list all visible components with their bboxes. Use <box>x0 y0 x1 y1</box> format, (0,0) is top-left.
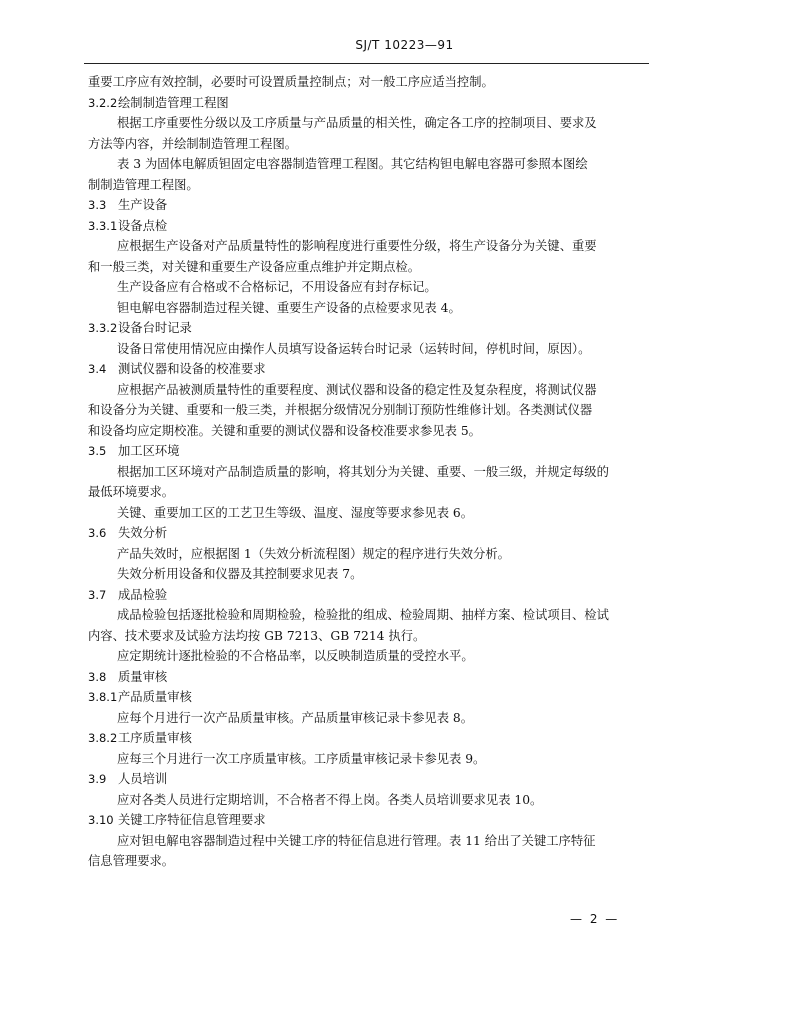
section-number: 3.8 <box>88 669 107 684</box>
paragraph-line: 应根据生产设备对产品质量特性的影响程度进行重要性分级，将生产设备分为关键、重要 <box>117 239 597 253</box>
section-heading <box>88 216 654 237</box>
section-heading <box>88 523 654 544</box>
section-title: 工序质量审核 <box>118 731 192 745</box>
section-heading <box>88 728 654 749</box>
paragraph-line: 应定期统计逐批检验的不合格品率，以反映制造质量的受控水平。 <box>117 649 474 663</box>
paragraph-line: 内容、技术要求及试验方法均按 GB 7213、GB 7214 执行。 <box>88 628 426 643</box>
header-rule <box>84 63 649 64</box>
section-number: 3.3.2 <box>88 321 118 335</box>
paragraph-line: 方法等内容，并绘制制造管理工程图。 <box>88 136 298 151</box>
section-number: 3.7 <box>88 587 107 602</box>
section-number: 3.5 <box>88 444 107 458</box>
section-title: 人员培训 <box>118 772 168 786</box>
section-heading <box>88 585 654 606</box>
paragraph-line: 表 3 为固体电解质钽固定电容器制造管理工程图。其它结构钽电解电容器可参照本图绘 <box>117 157 588 171</box>
paragraph-line: 信息管理要求。 <box>88 854 175 868</box>
paragraph-line: 失效分析用设备和仪器及其控制要求见表 7。 <box>117 567 363 581</box>
section-number: 3.3 <box>88 198 107 212</box>
paragraph-line: 应对钽电解电容器制造过程中关键工序的特征信息进行管理。表 11 给出了关键工序特征 <box>117 833 596 848</box>
section-number: 3.3.1 <box>88 218 118 233</box>
paragraph-line: 应每三个月进行一次工序质量审核。工序质量审核记录卡参见表 9。 <box>117 751 486 766</box>
paragraph-line: 和设备均应定期校准。关键和重要的测试仪器和设备校准要求参见表 5。 <box>88 423 481 438</box>
paragraph-line: 应根据产品被测质量特性的重要程度、测试仪器和设备的稳定性及复杂程度，将测试仪器 <box>117 382 597 397</box>
section-title: 生产设备 <box>118 198 168 212</box>
paragraph-line: 产品失效时，应根据图 1（失效分析流程图）规定的程序进行失效分析。 <box>117 546 510 561</box>
section-title: 设备点检 <box>118 218 168 233</box>
section-title: 设备台时记录 <box>118 321 192 335</box>
section-heading <box>88 359 654 380</box>
section-title: 绘制制造管理工程图 <box>118 95 229 110</box>
section-title: 质量审核 <box>118 669 168 684</box>
section-title: 加工区环境 <box>118 444 180 458</box>
section-number: 3.2.2 <box>88 95 118 110</box>
section-number: 3.9 <box>88 772 107 786</box>
paragraph-line: 根据加工区环境对产品制造质量的影响，将其划分为关键、重要、一般三级，并规定每级的 <box>117 464 609 479</box>
section-heading <box>88 441 654 462</box>
section-title: 测试仪器和设备的校准要求 <box>118 362 266 376</box>
section-number: 3.6 <box>88 526 107 540</box>
section-title: 成品检验 <box>118 587 168 602</box>
paragraph-line: 应对各类人员进行定期培训，不合格者不得上岗。各类人员培训要求见表 10。 <box>117 792 543 807</box>
section-title: 产品质量审核 <box>118 690 192 704</box>
document-body <box>88 72 654 872</box>
page-header: SJ/T 10223—91 <box>355 38 454 52</box>
section-number: 3.10 <box>88 813 114 827</box>
paragraph-line: 和设备分为关键、重要和一般三类，并根据分级情况分别制订预防性维修计划。各类测试仪器 <box>88 403 593 417</box>
section-heading <box>88 810 654 831</box>
paragraph-line: 设备日常使用情况应由操作人员填写设备运转台时记录（运转时间，停机时间，原因）。 <box>117 341 591 356</box>
section-number: 3.4 <box>88 362 107 376</box>
section-heading <box>88 195 654 216</box>
paragraph-line: 生产设备应有合格或不合格标记，不用设备应有封存标记。 <box>117 280 437 294</box>
section-heading <box>88 667 654 688</box>
paragraph-line: 和一般三类，对关键和重要生产设备应重点维护并定期点检。 <box>88 259 421 274</box>
paragraph-line: 根据工序重要性分级以及工序质量与产品质量的相关性，确定各工序的控制项目、要求及 <box>117 116 597 130</box>
section-heading <box>88 318 654 339</box>
section-title: 失效分析 <box>118 526 168 540</box>
paragraph-line: 最低环境要求。 <box>88 485 175 499</box>
paragraph-line: 关键、重要加工区的工艺卫生等级、温度、湿度等要求参见表 6。 <box>117 505 474 520</box>
section-heading <box>88 769 654 790</box>
paragraph-line: 成品检验包括逐批检验和周期检验，检验批的组成、检验周期、抽样方案、检试项目、检试 <box>117 608 609 622</box>
section-number: 3.8.1 <box>88 690 118 704</box>
section-heading <box>88 687 654 708</box>
paragraph-line: 重要工序应有效控制，必要时可设置质量控制点；对一般工序应适当控制。 <box>88 75 494 89</box>
page-number: — 2 — <box>570 912 620 926</box>
paragraph-line: 制制造管理工程图。 <box>88 177 199 192</box>
section-title: 关键工序特征信息管理要求 <box>118 813 266 827</box>
section-number: 3.8.2 <box>88 731 118 745</box>
section-heading <box>88 93 654 114</box>
paragraph-line: 应每个月进行一次产品质量审核。产品质量审核记录卡参见表 8。 <box>117 710 474 725</box>
paragraph-line: 钽电解电容器制造过程关键、重要生产设备的点检要求见表 4。 <box>117 300 461 315</box>
